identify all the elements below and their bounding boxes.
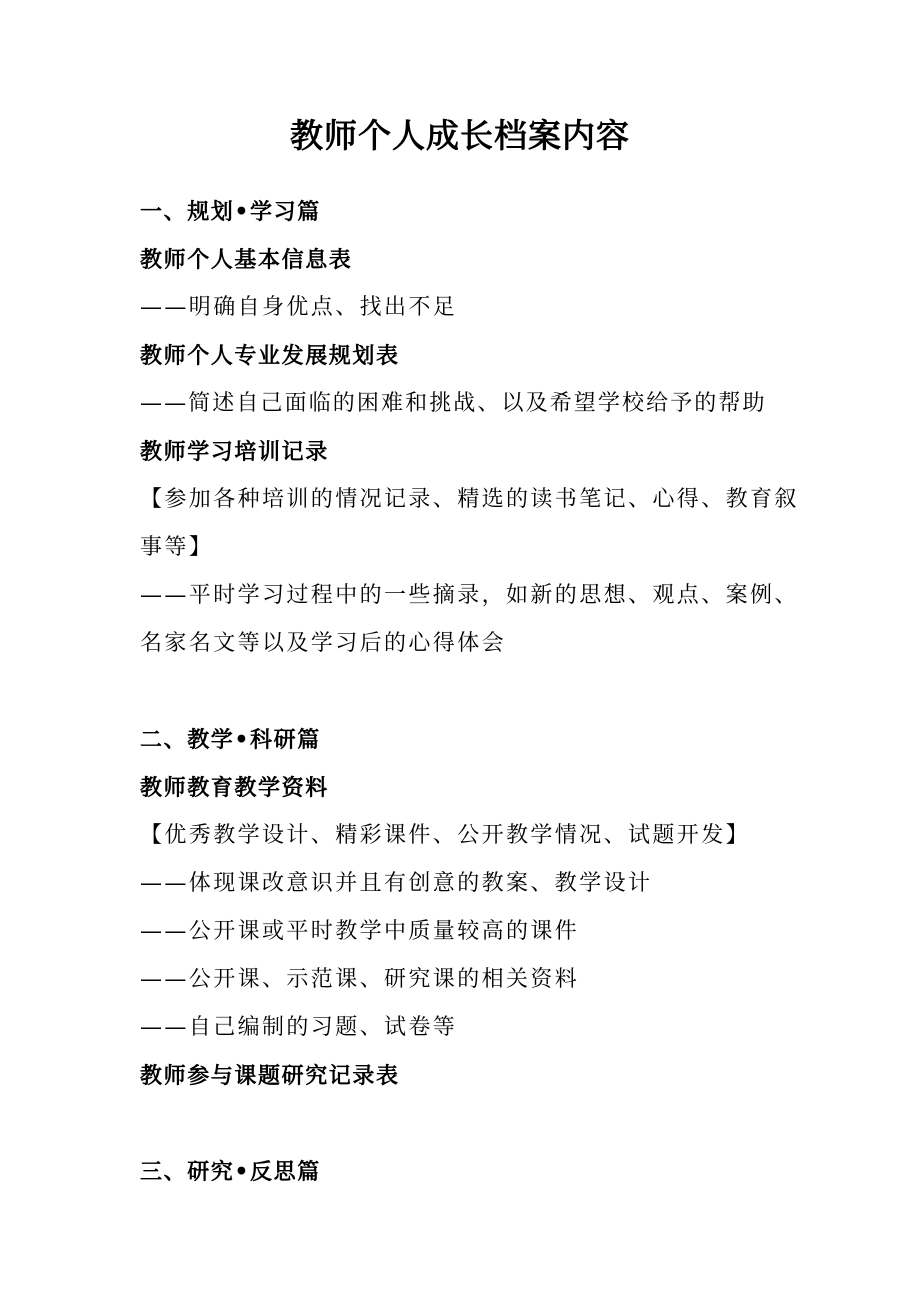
item-heading: 教师教育教学资料: [140, 775, 329, 801]
section-heading: 二、教学•科研篇: [140, 727, 321, 753]
item-note: 【优秀教学设计、精彩课件、公开教学情况、试题开发】: [140, 823, 751, 848]
document-body: [140, 188, 800, 1196]
item-heading: 教师个人基本信息表: [140, 247, 353, 273]
section-spacer: [140, 1100, 800, 1148]
page-title: 教师个人成长档案内容: [290, 116, 630, 155]
section-spacer: [140, 668, 800, 716]
item-heading: 教师个人专业发展规划表: [140, 343, 400, 369]
section-heading: 一、规划•学习篇: [140, 199, 321, 225]
item-note: ——自己编制的习题、试卷等: [140, 1015, 458, 1040]
item-note: ——公开课或平时教学中质量较高的课件: [140, 919, 580, 944]
item-note: ——明确自身优点、找出不足: [140, 295, 458, 320]
section-heading: 三、研究•反思篇: [140, 1159, 321, 1185]
item-note: ——体现课改意识并且有创意的教案、教学设计: [140, 871, 653, 896]
item-note: ——公开课、示范课、研究课的相关资料: [140, 967, 580, 992]
item-note: 【参加各种培训的情况记录、精选的读书笔记、心得、教育叙事等】: [140, 487, 799, 560]
item-heading: 教师学习培训记录: [140, 439, 329, 465]
item-heading: 教师参与课题研究记录表: [140, 1063, 400, 1089]
item-note: ——简述自己面临的困难和挑战、以及希望学校给予的帮助: [140, 391, 767, 416]
item-note: ——平时学习过程中的一些摘录，如新的思想、观点、案例、名家名文等以及学习后的心得体会: [140, 583, 799, 656]
